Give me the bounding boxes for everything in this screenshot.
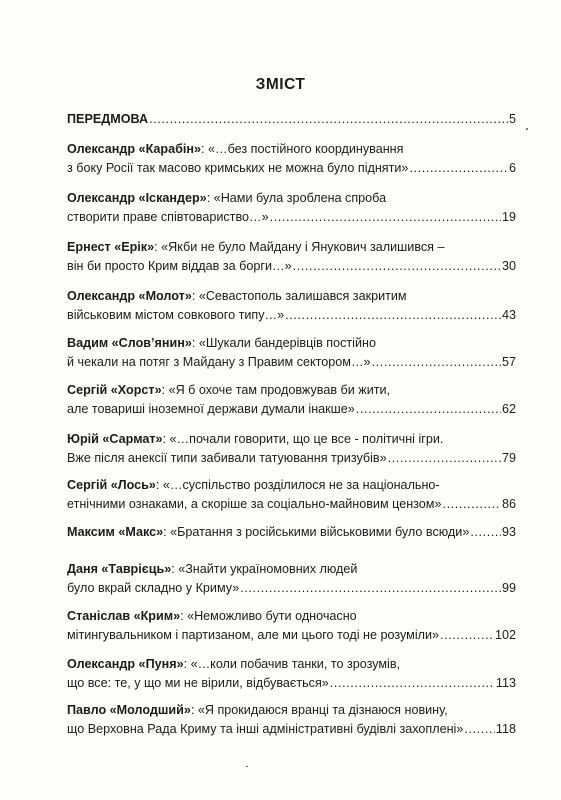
scan-speck <box>246 766 248 767</box>
page-number: 86 <box>501 497 516 511</box>
page-number: 19 <box>501 210 516 224</box>
toc-line <box>67 674 516 693</box>
toc-line <box>67 306 516 325</box>
entry-author: Сергій «Хорст» <box>67 383 162 397</box>
toc-entry-title: ПЕРЕДМОВА <box>67 112 149 126</box>
entry-quote-line2: й чекали на потяг з Майдану з Правим сектором…» <box>67 355 371 369</box>
page-number: 99 <box>501 581 516 595</box>
page-number: 43 <box>501 308 516 322</box>
entry-author: Олександр «Молот» <box>67 289 192 303</box>
toc-line <box>67 334 516 353</box>
entry-quote-line1: : «Я прокидаюся вранці та дізнаюся новину, <box>190 703 448 717</box>
entry-quote-line2: але товариші іноземної держави думали інакше» <box>67 402 355 416</box>
toc-line <box>67 159 516 178</box>
page-number: 57 <box>501 355 516 369</box>
toc-line <box>67 381 516 400</box>
entry-author: Максим «Макс» <box>67 525 164 539</box>
toc-line <box>67 257 516 276</box>
page-number: 5 <box>508 112 516 126</box>
dot-leader <box>149 110 508 129</box>
toc-entry <box>67 430 516 468</box>
toc-line <box>67 720 516 739</box>
page-number: 102 <box>494 628 516 642</box>
dot-leader <box>409 159 508 178</box>
entry-quote-line2: що все: те, у що ми не вірили, відбувається» <box>67 676 329 690</box>
page-number: 113 <box>495 676 516 690</box>
entry-author: Сергій «Лось» <box>67 478 156 492</box>
scan-speck <box>526 128 528 130</box>
entry-quote-line1: : «…без постійного координування <box>201 142 404 156</box>
entry-author: Олександр «Пуня» <box>67 657 184 671</box>
toc-line <box>67 238 516 257</box>
entry-author: Станіслав «Крим» <box>67 609 181 623</box>
entry-quote-line2: етнічними ознаками, а скоріше за соціально-майновим цензом» <box>67 497 442 511</box>
entry-quote-line1: : «Братання з російськими військовими було всюди» <box>163 525 470 539</box>
dot-leader <box>464 720 495 739</box>
entry-quote-line1: : «Нами була зроблена спроба <box>206 191 387 205</box>
entry-quote-line2: мітингувальником і партизаном, але ми цього тоді не розуміли» <box>67 628 440 642</box>
entry-quote-line1: : «Якби не було Майдану і Янукович залишився – <box>154 240 445 254</box>
toc-line <box>67 626 516 645</box>
page-number: 30 <box>501 259 516 273</box>
toc-line <box>67 560 516 579</box>
entry-quote-line1: : «…суспільство розділилося не за національно- <box>155 478 440 492</box>
page-number: 118 <box>495 722 516 736</box>
toc-entry <box>67 655 516 693</box>
dot-leader <box>240 579 501 598</box>
page-title: ЗМІСТ <box>255 76 306 93</box>
toc-line <box>67 523 516 542</box>
entry-author: Даня «Таврієць» <box>67 562 172 576</box>
entry-quote-line2: Вже після анексії типи забивали татуювання тризубів» <box>67 451 387 465</box>
toc-entry <box>67 381 516 419</box>
toc-entry <box>67 523 516 542</box>
dot-leader <box>388 449 501 468</box>
entry-author: Павло «Молодший» <box>67 703 191 717</box>
entry-quote-line2: створити праве співтовариство…» <box>67 210 269 224</box>
toc-line <box>67 655 516 674</box>
toc-entry <box>67 701 516 739</box>
toc-entry <box>67 607 516 645</box>
entry-quote-line1: : «Шукали бандерівців постійно <box>191 336 376 350</box>
toc-line <box>67 140 516 159</box>
toc-line <box>67 353 516 372</box>
entry-author: Олександр «Іскандер» <box>67 191 207 205</box>
page-number: 6 <box>508 161 516 175</box>
page-number: 79 <box>501 451 516 465</box>
toc-entry <box>67 560 516 598</box>
toc-entry <box>67 334 516 372</box>
toc-entry-preface <box>67 110 516 129</box>
entry-quote-line1: : «Севастополь залишався закритим <box>191 289 407 303</box>
dot-leader <box>372 353 501 372</box>
toc-line <box>67 110 516 129</box>
entry-quote-line1: : «…почали говорити, що це все - політичні ігри. <box>162 432 444 446</box>
dot-leader <box>442 495 501 514</box>
entry-quote-line2: він би просто Крим віддав за борги…» <box>67 259 292 273</box>
dot-leader <box>285 306 501 325</box>
toc-line <box>67 287 516 306</box>
toc-line <box>67 189 516 208</box>
toc-entry <box>67 238 516 276</box>
toc-entry <box>67 287 516 325</box>
toc-line <box>67 430 516 449</box>
dot-leader <box>293 257 501 276</box>
toc-line <box>67 701 516 720</box>
toc-line <box>67 476 516 495</box>
toc-line <box>67 400 516 419</box>
entry-quote-line2: військовим містом совкового типу…» <box>67 308 285 322</box>
toc-line <box>67 449 516 468</box>
entry-quote-line1: : «Знайти україномовних людей <box>171 562 358 576</box>
dot-leader <box>330 674 495 693</box>
entry-quote-line1: : «Неможливо бути одночасно <box>180 609 357 623</box>
toc-entry <box>67 476 516 514</box>
entry-author: Юрій «Сармат» <box>67 432 163 446</box>
toc-line <box>67 208 516 227</box>
toc-line <box>67 579 516 598</box>
dot-leader <box>440 626 494 645</box>
entry-author: Вадим «Слов’янин» <box>67 336 192 350</box>
entry-quote-line2: що Верховна Рада Криму та інші адміністративні будівлі захоплені» <box>67 722 464 736</box>
page-number: 93 <box>501 525 516 539</box>
entry-quote-line2: було вкрай складно у Криму» <box>67 581 240 595</box>
dot-leader <box>270 208 501 227</box>
toc-line <box>67 495 516 514</box>
toc-entry <box>67 140 516 178</box>
entry-author: Олександр «Карабін» <box>67 142 201 156</box>
toc-line <box>67 607 516 626</box>
entry-quote-line2: з боку Росії так масово кримських не можна було підняти» <box>67 161 409 175</box>
entry-author: Ернест «Ерік» <box>67 240 155 254</box>
toc-entry <box>67 189 516 227</box>
entry-quote-line1: : «…коли побачив танки, то зрозумів, <box>183 657 401 671</box>
entry-quote-line1: : «Я б охоче там продовжував би жити, <box>161 383 391 397</box>
dot-leader <box>356 400 501 419</box>
page-number: 62 <box>501 402 516 416</box>
dot-leader <box>470 523 501 542</box>
